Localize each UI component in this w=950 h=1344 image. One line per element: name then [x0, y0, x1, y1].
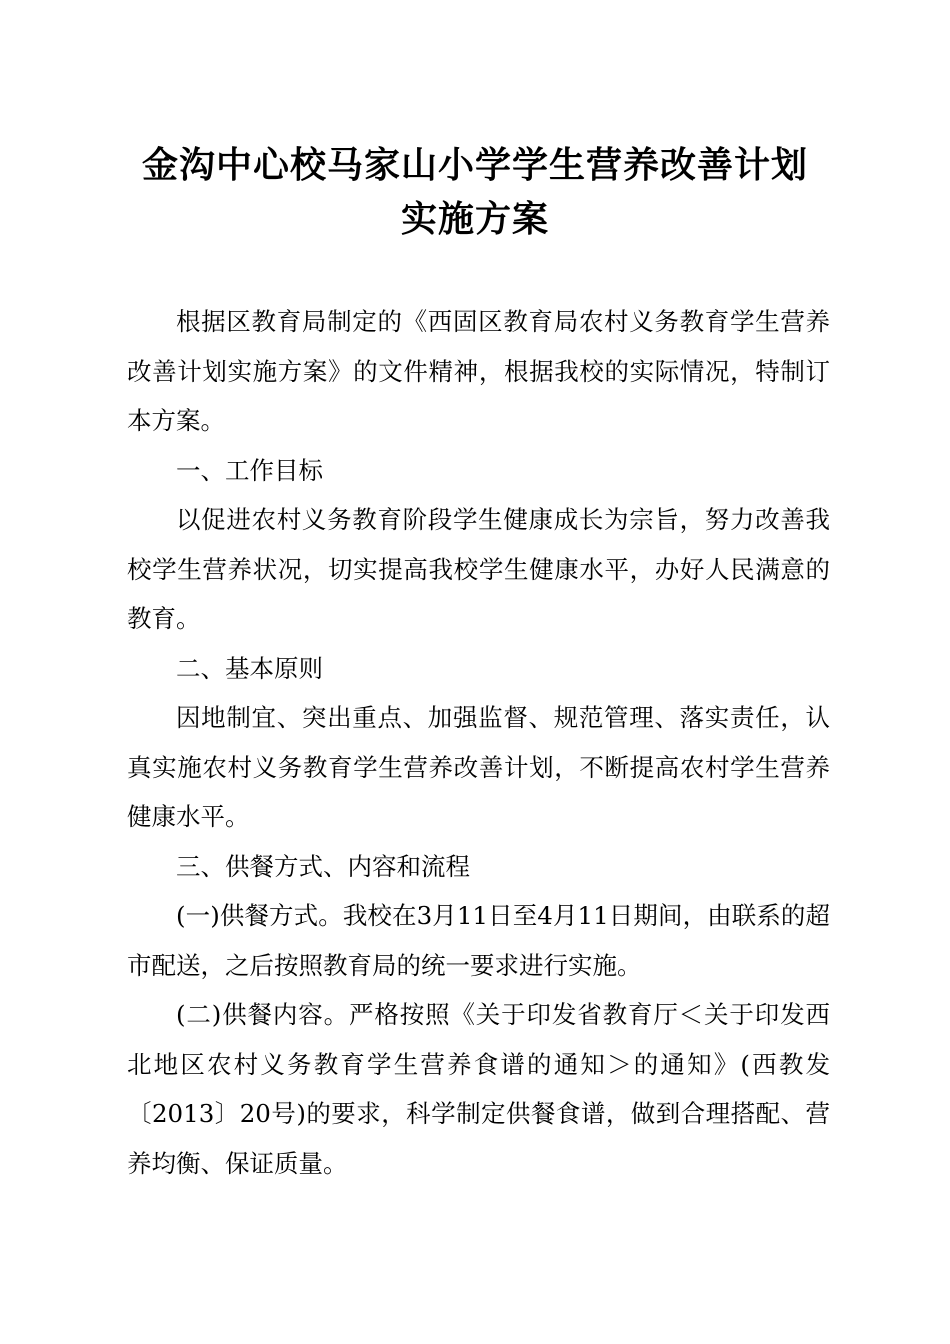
supply-method-paragraph: (一)供餐方式。我校在3月11日至4月11日期间，由联系的超市配送，之后按照教育局的统一要求进行实施。: [127, 901, 830, 980]
section-heading-goals: 一、工作目标: [176, 455, 323, 485]
document-subtitle: 实施方案: [400, 199, 549, 240]
section-heading-supply: 三、供餐方式、内容和流程: [176, 851, 470, 881]
section-heading-principles: 二、基本原则: [176, 653, 323, 683]
intro-paragraph: 根据区教育局制定的《西固区教育局农村义务教育学生营养改善计划实施方案》的文件精神，根据我校的实际情况，特制订本方案。: [127, 307, 830, 435]
goals-paragraph: 以促进农村义务教育阶段学生健康成长为宗旨，努力改善我校学生营养状况，切实提高我校学生健康水平，办好人民满意的教育。: [127, 505, 830, 633]
supply-content-paragraph: (二)供餐内容。严格按照《关于印发省教育厅＜关于印发西北地区农村义务教育学生营养食谱的通知＞的通知》(西教发〔2013〕20号)的要求，科学制定供餐食谱，做到合理搭配、营养均衡、保证质量。: [127, 1000, 830, 1178]
principles-paragraph: 因地制宜、突出重点、加强监督、规范管理、落实责任，认真实施农村义务教育学生营养改善计划，不断提高农村学生营养健康水平。: [127, 703, 830, 831]
document-body: [127, 297, 830, 1188]
document-title: 金沟中心校马家山小学学生营养改善计划: [141, 145, 808, 186]
